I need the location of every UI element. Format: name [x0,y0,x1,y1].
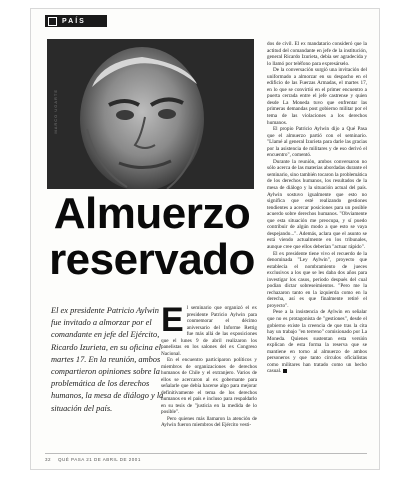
article-paragraph: En el encuentro participaron políticos y miembros de organizaciones de derechos humanos de Chile y el extranjero. Varios de ellos se acercaron al ex gobernante para señalarle que debía hacerse algo para mejorar definitivamente el tema de los derechos humanos en el país e incluso para respaldarlo en su tesis de "justicia en la medida de lo posible". [161,357,257,415]
article-column-right [267,41,367,375]
article-paragraph: l seminario que organizó el ex presidente Patricio Aylwin para conmemorar el décimo aniversario del Informe Rettig fue más allá de las exposiciones que el lunes 9 de abril realizaron los panelistas en los salones del ex Congreso Nacional. [161,305,257,357]
article-paragraph [267,309,367,374]
article-paragraph: El propio Patricio Aylwin dijo a Qué Pasa que el almuerzo partió con el seminario. "Llamé al general Izurieta para darle las gracias por la asistencia de militares y de eso derivó el encuentro", comentó. [267,126,367,159]
portrait-illustration [47,39,254,189]
publication-line: QUÉ PASA 21 DE ABRIL DE 2001 [58,457,141,462]
section-marker-icon [48,17,57,26]
magazine-page [30,8,380,470]
section-label: PAÍS [62,17,86,25]
section-bar [45,15,107,27]
end-of-article-icon [283,369,287,373]
article-paragraph: De la conversación surgió una invitación del uniformado a almorzar en su despacho en el edificio de las Fuerzas Armadas, el martes 17, en lo que se convirtió en el primer encuentro a puerta cerrada entre el jefe castrense y quien desde La Moneda tuvo que enfrentar las primeras demandas post gobierno militar por el tema de las violaciones a los derechos humanos. [267,67,367,126]
article-paragraph-text: Pese a la insistencia de Aylwin en señalar que no es protagonista de "gestiones", desde el gobierno existe la creencia de que tras la cita hay un trabajo "en terreno" comisionado por La Moneda. Quienes sustentan esta versión explican de esta forma la reserva que se mantiene en torno al almuerzo de ambos personeros y que tanto círculos oficialistas como militares han tratado como un hecho casual. [267,309,367,375]
photo-credit: MARCO UGARTE [53,89,58,134]
page-footer [45,457,141,462]
drop-cap: E [161,301,184,339]
article-column-middle [161,301,257,429]
article-paragraph: dos de civil. El ex mandatario consideró que la actitud del comandante en jefe de la institución, general Ricardo Izurieta, debía ser agradecida y lo llamó por teléfono para expresárselo. [267,41,367,67]
headline: Almuerzo reservado [49,189,255,284]
portrait-photo [47,39,254,189]
lead-paragraph: El ex presidente Patricio Aylwin fue invitado a almorzar por el comandante en jefe del Ejército, Ricardo Izurieta, en su oficina el martes 17. En la reunión, ambos compartieron opiniones sobre la problemática de los derechos humanos, la mesa de diálogo y la situación del país. [51,306,164,413]
article-paragraph: El ex presidente tiene vivo el recuerdo de la denominada "Ley Aylwin", proyecto que establecía el nombramiento de jueces exclusivos a los que se les daba dos años para investigar los casos, periodo después del cual podían dictar sobreseimientos. "Pero me la rechazaron tanto en la izquierda como en la derecha, así es que finalmente retiré el proyecto". [267,250,367,309]
article-paragraph: Durante la reunión, ambos conversaron no sólo acerca de las materias abordadas durante el seminario, sino también tocaron la problemática de los derechos humanos, los resultados de la mesa de diálogo y la situación actual del país. Aylwin sostuvo igualmente que esto no significa que esté realizando gestiones tendientes a acercar posiciones para un posible acuerdo sobre derechos humanos. "Obviamente que esta situación me preocupa, y sí puedo contribuir de algún modo a que esto se vaya despejando...". Además, aclara que el asunto se está viendo actualmente en los tribunales, aunque cree que ellos deberían "actuar rápido". [267,158,367,250]
page-number: 32 [45,457,52,462]
article-paragraph: Pero quienes más llamaron la atención de Aylwin fueron miembros del Ejército vesti- [161,415,257,428]
footer-rule [45,453,367,454]
